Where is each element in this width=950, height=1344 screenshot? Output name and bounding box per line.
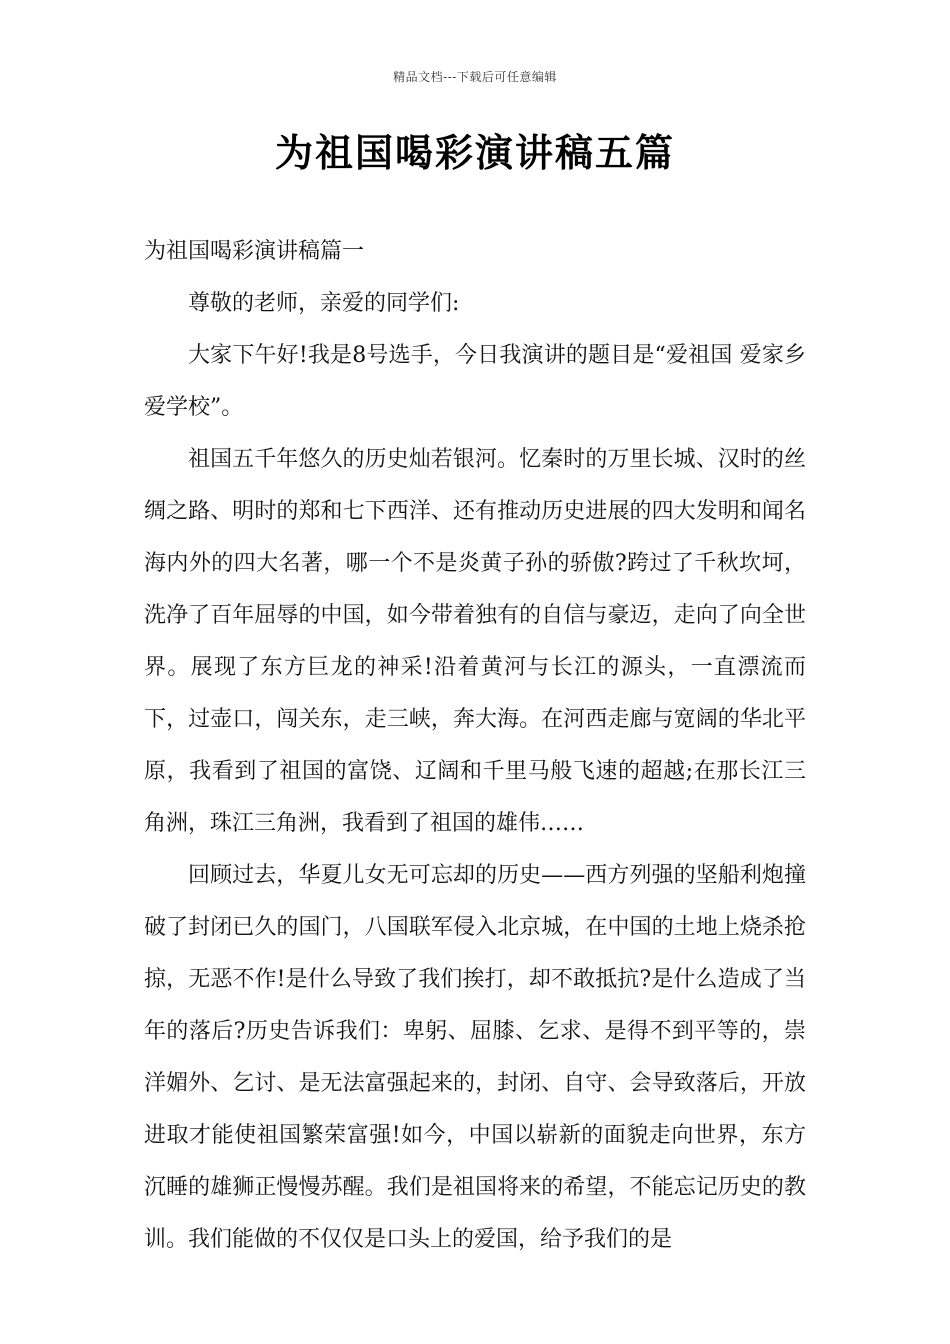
header-note: 精品文档---下载后可任意编辑 [393,70,557,84]
section-heading: 为祖国喝彩演讲稿篇一 [144,239,365,264]
paragraph-history: 祖国五千年悠久的历史灿若银河。忆秦时的万里长城、汉时的丝绸之路、明时的郑和七下西洋、还有推动历史进展的四大发明和闻名海内外的四大名著，哪一个不是炎黄子孙的骄傲?跨过了千秋坎坷，洗净了百年屈辱的中国，如今带着独有的自信与豪迈，走向了向全世界。展现了东方巨龙的神采!沿着黄河与长江的源头，一直漂流而下，过壶口，闯关东，走三峡，奔大海。在河西走廊与宽阔的华北平原，我看到了祖国的富饶、辽阔和千里马般飞速的超越;在那长江三角洲，珠江三角洲，我看到了祖国的雄伟…… [144,447,806,836]
paragraph-salutation: 尊敬的老师，亲爱的同学们: [188,291,460,316]
document-body [144,226,806,1266]
paragraph-reflection: 回顾过去，华夏儿女无可忘却的历史——西方列强的坚船利炮撞破了封闭已久的国门，八国联军侵入北京城，在中国的土地上烧杀抢掠，无恶不作!是什么导致了我们挨打，却不敢抵抗?是什么造成了当年的落后?历史告诉我们：卑躬、屈膝、乞求、是得不到平等的，崇洋媚外、乞讨、是无法富强起来的，封闭、自守、会导致落后，开放进取才能使祖国繁荣富强!如今，中国以崭新的面貌走向世界，东方沉睡的雄狮正慢慢苏醒。我们是祖国将来的希望，不能忘记历史的教训。我们能做的不仅仅是口头上的爱国，给予我们的是 [144,863,806,1252]
paragraph-introduction: 大家下午好!我是8号选手，今日我演讲的题目是“爱祖国 爱家乡 爱学校”。 [144,343,806,420]
document-title: 为祖国喝彩演讲稿五篇 [274,130,675,175]
